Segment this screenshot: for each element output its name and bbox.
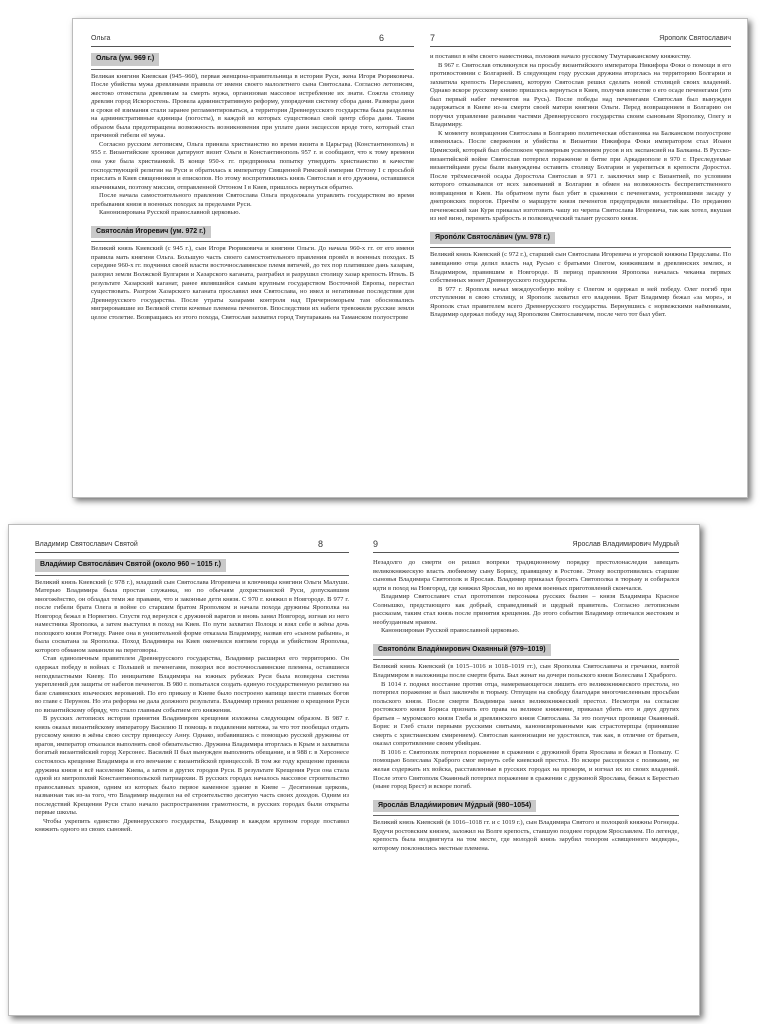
running-header	[91, 33, 414, 45]
page-9	[373, 525, 679, 1015]
page-number: 6	[378, 33, 384, 43]
page-number: 9	[373, 539, 379, 549]
paragraph: Великий князь Киевский (с 972 г.), старший сын Святослава Игоревича и угорской княжны Предславы. По завещанию отца делил власть над Русью с братьями Олегом, княжившим в древлянских землях, и Владимиром, правившим в Новгороде. В период правления Ярополка началась чеканка первых собственных монет Древнерусского государства.	[430, 251, 731, 285]
heading-rule	[373, 815, 679, 816]
section-heading: Влади́мир Святосла́вич Святой (около 960 – 1015 г.)	[35, 559, 226, 572]
heading-rule	[430, 247, 731, 248]
running-header	[373, 539, 679, 551]
section-vladimir	[35, 559, 349, 835]
paragraph: Великий князь Киевский (с 945 г.), сын Игоря Рюриковича и княгини Ольги. До начала 960-х гг. от его имени правила мать княгиня Ольга. Большую часть своего самостоятельного правления провёл в военных походах. В середине 960-х гг. подчинил своей власти восточнославянское племя вятичей, до тех пор платившее дань хазарам, разорил земли Волжской Булгарии и Хазарского каганата, разграбил и разрушил столицу хазар крепость Итиль. В результате Хазарский каганат, ранее являвшийся самым крупным государством Восточной Европы, перестал существовать. Разгром Хазарского каганата прославил имя Святослава, но имел и негативные последствия для Древнерусского государства. После утраты хазарами контроля над Причерноморьем там обосновались мигрировавшие из Великой степи кочевые племена печенегов. Впоследствии их набеги тревожили русские земли целое столетие. Возвращаясь из этого похода, Святослав захватил город Тмутаракань на Таманском полуострове	[91, 245, 414, 321]
section-heading: Яросла́в Влади́мирович Му́дрый (980–1054)	[373, 800, 536, 813]
section-heading: Ольга (ум. 969 г.)	[91, 53, 159, 66]
paragraph: Чтобы укрепить единство Древнерусского государства, Владимир в каждом крупном городе поставил княжить одного из своих сыновей.	[35, 817, 349, 834]
paragraph: Канонизирован Русской православной церковью.	[381, 627, 520, 635]
book-spread-top	[72, 18, 748, 498]
header-rule	[35, 552, 349, 553]
section-heading: Яропо́лк Святосла́вич (ум. 978 г.)	[430, 232, 555, 245]
section-yaroslav	[373, 800, 679, 854]
section-heading: Святопо́лк Влади́мирович Окаянный (979–1019)	[373, 644, 551, 657]
section-continuation	[373, 559, 679, 636]
paragraph: Согласно русским летописям, Ольга приняла христианство во время визита в Царьград (Константинополь) в 955 г. Византийские хроники датируют визит Ольги в Константинополь 957 г. и сообщают, что к тому времени она уже была христианкой. В конце 950-х гг. предприняла попытку утвердить христианство в качестве господствующей религии на Руси и обратилась к императору Священной Римской империи Оттону I с просьбой прислать в Киев священников и епископов. Но этому воспротивились князь Святослав и его дружина, оставшиеся язычниками, поэтому миссии, отправленной Оттоном I в Киев, пришлось вернуться обратно.	[91, 140, 414, 191]
paragraph: Владимир Святославич стал прототипом персонажа русских былин – князя Владимира Красное Солнышко, предстающего как добрый, справедливый и щедрый правитель. Согласно летописным рассказам, таким стал князь после принятия крещения. До этого события Владимир отличался жестоким и необузданным нравом.	[373, 593, 679, 626]
heading-rule	[91, 69, 414, 70]
paragraph: Великий князь Киевский (в 1015–1016 и 1018–1019 гг.), сын Ярополка Святославича и гречанки, взятой Владимиром в наложницы после смерти брата. Был женат на дочери польского князя Болеслава I Храброго.	[373, 663, 679, 680]
paragraph: Великая княгиня Киевская (945–960), первая женщина-правительница в истории Руси, жена Игоря Рюриковича. После убийства мужа древлянами правила от имени своего малолетнего сына Святослава. Согласно летописям, жестоко отомстила древлянам за смерть мужа, организовав массовое истребление их знати. Сожгла столицу древлян город Искоростень. Провела административную реформу, упорядочив систему сбора дани. Размеры дани и сроки её взимания стали заранее регламентироваться, а территория Древнерусского государства была разделена на административные единицы (погосты), в каждой из которых существовал свой центр сбора дани. Таким образом была предотвращена возможность возникновения при уплате дани эксцессов вроде того, который стал причиной гибели её мужа.	[91, 72, 414, 140]
paragraph: После начала самостоятельного правления Святослава Ольга продолжала управлять государством во время пребывания князя в военных походах за пределами Руси.	[91, 192, 414, 208]
running-header	[430, 33, 731, 45]
page-number: 8	[317, 539, 323, 549]
section-continuation	[430, 53, 731, 224]
page-7	[430, 19, 731, 497]
paragraph: К моменту возвращения Святослава в Болгарию политическая обстановка на Балканском полуострове изменилась. После свержения и убийства в Византии Никифора Фоки императором стал Иоанн Цимисхий, который был обеспокоен чрезмерным усилением русов и их экспансией на Балканы. В Русско-византийской войне Святослав потерпел поражение в битве при Аркадиополе в 970 г. Преследуемые византийцами русы были вынуждены оставить столицу Болгарии и укрепиться в крепости Доростол. После трёхмесячной осады Доростола Святослав в 971 г. заключил мир с Византией, по условиям которого отказывался от всех завоеваний в Болгарии в обмен на возможность беспрепятственного возвращения в Киев. На обратном пути был убит в сражении с печенегами, устроившими засаду у днепровских порогов. Причём о маршруте князя печенегов предупредили византийцы. По преданию печенежский хан Куря приказал изготовить чашу из черепа Святослава Игоревича, так как хотел, вкушая из неё вино, перенять храбрость и полководческий талант русского князя.	[430, 129, 731, 223]
paragraph: Великий князь Киевский (в 1016–1018 гг. и с 1019 г.), сын Владимира Святого и полоцкой княжны Рогнеды. Будучи ростовским князем, заложил на Волге крепость, ставшую позднее городом Ярославлем. По легенде, крепость была воздвигнута на том месте, где молодой князь зарубил топором «священного медведя», которому поклонились местные племена.	[373, 819, 679, 852]
running-header-title: Ярослав Владимирович Мудрый	[572, 541, 679, 548]
section-svyatoslav	[91, 226, 414, 322]
paragraph: Канонизирована Русской православной церковью.	[99, 209, 241, 217]
page-body	[430, 53, 731, 320]
page-number: 7	[430, 33, 436, 43]
section-yaropolk	[430, 232, 731, 320]
page-6	[91, 19, 414, 497]
page-body	[91, 53, 414, 322]
paragraph: В 1014 г. поднял восстание против отца, намеревающегося лишить его великокняжеского престола, но потерпел поражение и был заключён в тюрьму. Отпущен на свободу благодаря многочисленным просьбам польского князя. После смерти Владимира занял великокняжеский престол. Несмотря на согласие ростовского князя Бориса признать его права на великое княжение, приказал убить его и двух других братьев – муромского князя Глеба и древлянского князя Святослава. За это получил прозвище Окаянный. Борис и Глеб стали первыми русскими святыми, канонизированными как страстотерпцы (принявшие смерть с христианским смирением). Святослав канонизации не удостоился, так как, в отличие от братьев, оказал сопротивление своим убийцам.	[373, 680, 679, 748]
paragraph: В 977 г. Ярополк начал междоусобную войну с Олегом и одержал в ней победу. Олег погиб при отступлении в свою столицу, и Ярополк захватил его владения. Брат Владимир бежал «за море», и Ярополк стал правителем всего Древнерусского государства. Вернувшись с норвежскими наёмниками, Владимир одержал победу над Ярополком Святославичем, после чего тот был убит.	[430, 285, 731, 319]
page-body	[35, 559, 349, 835]
page-8	[35, 525, 349, 1015]
running-header-title: Ярополк Святославич	[659, 35, 731, 42]
section-heading: Святосла́в И́горевич (ум. 972 г.)	[91, 226, 211, 239]
paragraph: Великий князь Киевский (с 978 г.), младший сын Святослава Игоревича и ключницы княгини Ольги Малуши. Матерью Владимира была простая служанка, но по обычаям дохристианской Руси, допускавшим многожёнство, он обладал теми же правами, что и законные дети князя. С 970 г. княжил в Новгороде. В 977 г. после гибели брата Олега в войне со старшим братом Ярополком и начала похода дружины Ярополка на Новгород бежал в Норвегию. Спустя год вернулся с дружиной варягов и вновь занял Новгород, изгнав из него наместника Ярополка, а затем выступил в поход на Киев. По пути захватил Полоцк и взял себе в жёны дочь полоцкого князя Рогнеду. Ранее она в унизительной форме отказала Владимиру, назвав его «сыном рабыни», и была сосватана за Ярополка. Поход Владимира на Киев окончился взятием города и убийством Ярополка, которого обманом заманили на переговоры.	[35, 578, 349, 654]
paragraph: и поставил в нём своего наместника, положив начало русскому Тмутараканскому княжеству.	[430, 53, 691, 60]
section-svyatopolk	[373, 644, 679, 792]
book-spread-bottom	[8, 524, 700, 1016]
paragraph: Незадолго до смерти он решил вопреки традиционному порядку престолонаследия завещать великокняжескую власть любимому сыну Борису, правящему в Ростове. Этому воспротивились старшие сыновья Владимира Святополк и Ярослав. Владимир приказал бросить Святополка в тюрьму и собирался идти в поход на Новгород, где княжил Ярослав, но во время военных приготовлений скончался.	[373, 559, 679, 592]
page-body	[373, 559, 679, 853]
paragraph: В 1016 г. Святополк потерпел поражение в сражении с дружиной брата Ярослава и бежал в Польшу. С помощью Болеслава Храброго смог вернуть себе киевский престол. Но вскоре рассорился с поляками, не желая содержать их войска, расставленные в русских городах на прокорм, и изгнал их из своих владений. После этого Святополк Окаянный потерпел поражение в сражении с дружиной Ярослава, бежал к Берестью (ныне город Брест) и вскоре погиб.	[373, 748, 679, 791]
running-header-title: Владимир Святославич Святой	[35, 541, 138, 548]
heading-rule	[35, 575, 349, 576]
section-olga	[91, 53, 414, 218]
paragraph: В 967 г. Святослав откликнулся на просьбу византийского императора Никифора Фоки о помощи в его противостоянии с Болгарией. В следующем году русская дружина вторглась на территорию Болгарии и захватила крепость Переславец, которую Святослав решил сделать новой столицей своих владений. Однако вскоре русскому князю пришлось вернуться в Киев, получив известие о его осаде печенегами (это был первый набег печенегов на Русь). После победы над печенегами Святослав был вынужден задержаться в Киеве из-за смерти своей матери княгини Ольги. Перед возвращением в Болгарию он поручил управление разными частями Древнерусского государства своим сыновьям Ярополку, Олегу и Владимиру.	[430, 61, 731, 129]
header-rule	[91, 46, 414, 47]
heading-rule	[373, 659, 679, 660]
running-header-title: Ольга	[91, 35, 111, 42]
heading-rule	[91, 241, 414, 242]
paragraph: Став единоличным правителем Древнерусского государства, Владимир расширил его территорию. Он одержал победу в войнах с Польшей и печенегами, покорил все восточнославянские племена, оставшиеся неподвластными Киеву. По инициативе Владимира на южных рубежах Руси была возведена система укреплений для защиты от набегов печенегов. В 980 г. попытался создать единую государственную религию на базе славянских языческих верований. По его приказу в Киеве было построено капище шести главных богов во главе с Перуном. Но эта реформа не дала должного результата. Владимир принял решение о крещении Руси по византийскому обряду, что стало главным событием его княжения.	[35, 655, 349, 714]
paragraph: В русских летописях история принятия Владимиром крещения изложена следующим образом. В 987 г. князь оказал византийскому императору Василию II помощь в подавлении мятежа, за что тот пообещал отдать русскому князю в жёны свою сестру принцессу Анну. Однако, избавившись с помощью русской дружины от врагов, император отказался выполнять своё обязательство. Дружина Владимира вторглась в Крым и захватила богатый византийский город Херсонес. Василий II был вынужден выполнить обещание, и в 988 г. в Херсонесе состоялось крещение Владимира и его венчание с византийской принцессой. В том же году крещение приняла дружина князя и всё население Киева, а затем и других городов Руси. В результате Крещения Руси она стала одной из митрополий Константинопольской патриархии. В русских городах началось массовое строительство православных храмов, одним из которых было первое каменное здание в Киеве – Десятинная церковь, названная так из-за того, что Владимир выделил на её строительство десятую часть своих доходов. Одним из последствий Крещения Руси стало начало распространения грамотности, в русских городах были открыты первые школы.	[35, 715, 349, 817]
header-rule	[373, 552, 679, 553]
running-header	[35, 539, 349, 551]
header-rule	[430, 46, 731, 47]
